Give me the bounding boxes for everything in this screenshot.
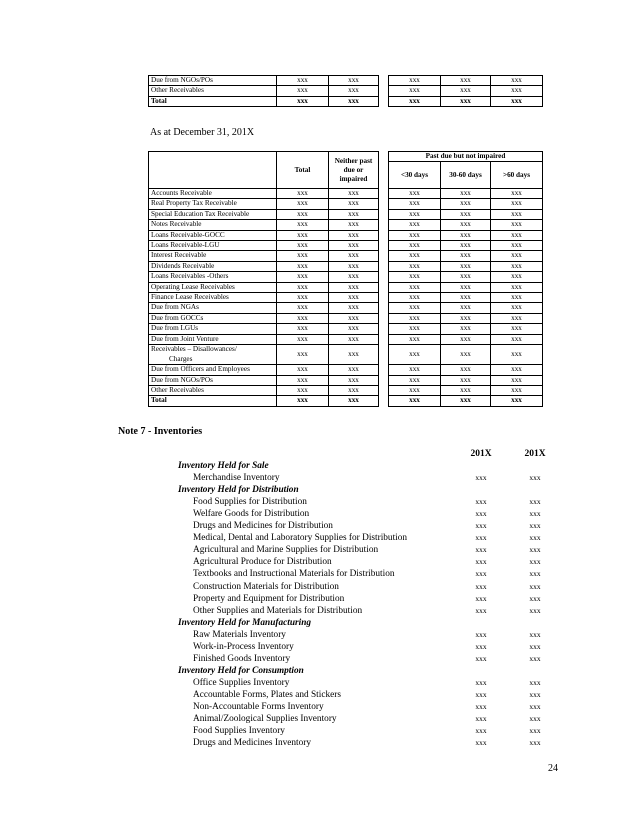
row-label: Total [149,96,277,106]
header-lt30: <30 days [389,162,441,189]
row-label-line-1: Receivables – Disallowances/ [151,345,237,354]
gap-cell [379,396,389,406]
item-label: Medical, Dental and Laboratory Supplies for Distribution [193,533,408,544]
item-value-v1: xxx [475,738,487,748]
value-cell: xxx [491,272,543,282]
inventories-header-row [0,448,638,460]
value-cell: xxx [277,345,329,365]
table-row [149,272,543,282]
gap-cell [379,375,389,385]
value-cell: xxx [277,230,329,240]
table-row [149,230,543,240]
value-cell: xxx [491,345,543,365]
header-neither: Neither past due or impaired [329,152,379,189]
inventory-item-row [0,532,638,544]
inventory-item-row [0,581,638,593]
value-cell: xxx [491,86,543,96]
table-row [149,313,543,323]
item-label: Raw Materials Inventory [193,629,286,640]
value-cell: xxx [491,251,543,261]
row-label: Other Receivables [149,86,277,96]
value-cell: xxx [389,396,441,406]
value-cell: xxx [389,334,441,344]
value-cell: xxx [277,334,329,344]
gap-cell [379,365,389,375]
value-cell: xxx [389,189,441,199]
value-cell: xxx [277,199,329,209]
value-cell: xxx [277,76,329,86]
header-gt60: >60 days [491,162,543,189]
value-cell: xxx [491,261,543,271]
value-cell: xxx [389,324,441,334]
value-cell: xxx [389,251,441,261]
inventory-item-row [0,629,638,641]
value-cell: xxx [277,293,329,303]
value-cell: xxx [441,396,491,406]
value-cell: xxx [491,220,543,230]
section-heading: Inventory Held for Sale [178,461,269,472]
gap-cell [379,86,389,96]
item-value-v1: xxx [475,726,487,736]
value-cell: xxx [491,76,543,86]
value-cell: xxx [389,241,441,251]
value-cell: xxx [491,241,543,251]
value-cell: xxx [491,313,543,323]
value-cell: xxx [389,293,441,303]
value-cell: xxx [491,96,543,106]
gap-cell [379,199,389,209]
value-cell: xxx [277,209,329,219]
row-label: Interest Receivable [149,251,277,261]
inventory-item-row [0,689,638,701]
item-value-v1: xxx [475,701,487,711]
value-cell: xxx [491,324,543,334]
value-cell: xxx [491,385,543,395]
row-label: Due from LGUs [149,324,277,334]
item-value-v2: xxx [529,726,541,736]
value-cell: xxx [441,385,491,395]
section-heading: Inventory Held for Distribution [178,485,299,496]
value-cell: xxx [441,199,491,209]
value-cell: xxx [277,396,329,406]
table-row [149,86,543,96]
item-value-v2: xxx [529,533,541,543]
item-label: Textbooks and Instructional Materials for Distribution [193,569,395,580]
gap-cell [379,345,389,365]
row-label [149,345,277,365]
table-row [149,251,543,261]
item-value-v1: xxx [475,629,487,639]
value-cell: xxx [441,365,491,375]
row-label: Loans Receivable-GOCC [149,230,277,240]
receivables-table-continued [148,75,543,107]
row-label: Due from NGOs/POs [149,76,277,86]
item-value-v2: xxx [529,738,541,748]
value-cell: xxx [277,96,329,106]
item-label: Drugs and Medicines for Distribution [193,521,333,532]
table-row [149,324,543,334]
row-label: Operating Lease Receivables [149,282,277,292]
value-cell: xxx [441,251,491,261]
value-cell: xxx [441,76,491,86]
item-value-v1: xxx [475,653,487,663]
item-label: Work-in-Process Inventory [193,641,294,652]
item-label: Accountable Forms, Plates and Stickers [193,689,341,700]
gap-cell [379,334,389,344]
inventory-item-row [0,641,638,653]
row-label: Loans Receivable-LGU [149,241,277,251]
table-row [149,334,543,344]
value-cell: xxx [389,96,441,106]
value-cell: xxx [329,375,379,385]
table-row [149,375,543,385]
item-label: Agricultural and Marine Supplies for Distribution [193,545,379,556]
item-value-v2: xxx [529,545,541,555]
gap-cell [379,324,389,334]
value-cell: xxx [491,396,543,406]
value-cell: xxx [441,220,491,230]
value-cell: xxx [441,334,491,344]
page-number: 24 [548,763,558,774]
value-cell: xxx [441,375,491,385]
value-cell: xxx [389,272,441,282]
note-7-title: Note 7 - Inventories [118,426,203,437]
item-value-v1: xxx [475,473,487,483]
value-cell: xxx [277,282,329,292]
item-value-v1: xxx [475,545,487,555]
value-cell: xxx [389,209,441,219]
value-cell: xxx [389,261,441,271]
value-cell: xxx [329,272,379,282]
value-cell: xxx [441,303,491,313]
value-cell: xxx [491,293,543,303]
table-row [149,209,543,219]
gap-cell [379,189,389,199]
item-label: Non-Accountable Forms Inventory [193,701,324,712]
item-value-v1: xxx [475,521,487,531]
value-cell: xxx [441,209,491,219]
row-label: Total [149,396,277,406]
row-label: Other Receivables [149,385,277,395]
gap-cell [379,293,389,303]
item-value-v1: xxx [475,509,487,519]
value-cell: xxx [277,385,329,395]
gap-cell [379,76,389,86]
value-cell: xxx [277,220,329,230]
inventory-item-row [0,593,638,605]
row-label: Real Property Tax Receivable [149,199,277,209]
value-cell: xxx [329,76,379,86]
item-value-v1: xxx [475,677,487,687]
inventory-item-row [0,653,638,665]
item-value-v1: xxx [475,605,487,615]
value-cell: xxx [329,282,379,292]
row-label: Due from GOCCs [149,313,277,323]
row-label: Notes Receivable [149,220,277,230]
value-cell: xxx [441,241,491,251]
item-value-v2: xxx [529,677,541,687]
value-cell: xxx [277,365,329,375]
item-value-v1: xxx [475,581,487,591]
value-cell: xxx [277,261,329,271]
value-cell: xxx [389,220,441,230]
value-cell: xxx [329,396,379,406]
value-cell: xxx [441,86,491,96]
gap-cell [379,96,389,106]
inventory-section-row [0,665,638,677]
item-value-v1: xxx [475,557,487,567]
value-cell: xxx [441,96,491,106]
item-value-v2: xxx [529,629,541,639]
value-cell: xxx [329,189,379,199]
item-value-v2: xxx [529,473,541,483]
value-cell: xxx [441,293,491,303]
item-label: Food Supplies for Distribution [193,497,307,508]
value-cell: xxx [491,230,543,240]
item-label: Agricultural Produce for Distribution [193,557,332,568]
value-cell: xxx [277,303,329,313]
section-heading: Inventory Held for Manufacturing [178,617,312,628]
value-cell: xxx [441,324,491,334]
item-label: Animal/Zoological Supplies Inventory [193,714,337,725]
gap-cell [379,261,389,271]
value-cell: xxx [441,313,491,323]
table-row [149,345,543,365]
value-cell: xxx [389,313,441,323]
inventory-item-row [0,556,638,568]
value-cell: xxx [277,86,329,96]
receivables-aging-table [148,151,543,407]
gap-cell [379,251,389,261]
item-value-v2: xxx [529,581,541,591]
table-row [149,220,543,230]
value-cell: xxx [389,230,441,240]
table-row [149,241,543,251]
gap-cell [379,230,389,240]
value-cell: xxx [329,365,379,375]
row-label-line-2: Charges [169,354,193,363]
inventory-item-row [0,677,638,689]
row-label: Due from NGOs/POs [149,375,277,385]
value-cell: xxx [441,261,491,271]
header-label-blank [149,152,277,189]
value-cell: xxx [277,189,329,199]
item-value-v2: xxx [529,605,541,615]
section-heading: Inventory Held for Consumption [178,665,304,676]
inventories-list [0,448,638,749]
value-cell: xxx [277,313,329,323]
value-cell: xxx [329,209,379,219]
value-cell: xxx [491,365,543,375]
value-cell: xxx [389,282,441,292]
value-cell: xxx [441,272,491,282]
gap-cell [379,282,389,292]
item-value-v2: xxx [529,557,541,567]
value-cell: xxx [277,272,329,282]
gap-cell [379,313,389,323]
value-cell: xxx [491,334,543,344]
row-label: Due from NGAs [149,303,277,313]
item-value-v1: xxx [475,641,487,651]
inventory-item-row [0,472,638,484]
inventory-item-row [0,701,638,713]
table-row [149,76,543,86]
item-value-v2: xxx [529,497,541,507]
inventory-item-row [0,508,638,520]
item-label: Property and Equipment for Distribution [193,593,345,604]
header-30-60: 30-60 days [441,162,491,189]
item-value-v1: xxx [475,533,487,543]
item-label: Office Supplies Inventory [193,677,290,688]
value-cell: xxx [329,96,379,106]
inventory-item-row [0,544,638,556]
value-cell: xxx [329,293,379,303]
gap-cell [379,241,389,251]
item-value-v2: xxx [529,714,541,724]
value-cell: xxx [329,385,379,395]
value-cell: xxx [389,385,441,395]
item-value-v2: xxx [529,653,541,663]
item-value-v1: xxx [475,689,487,699]
item-label: Other Supplies and Materials for Distribution [193,605,363,616]
item-label: Construction Materials for Distribution [193,581,339,592]
item-value-v2: xxx [529,509,541,519]
gap-cell [379,303,389,313]
table-row [149,396,543,406]
value-cell: xxx [329,303,379,313]
value-cell: xxx [329,261,379,271]
row-label: Special Education Tax Receivable [149,209,277,219]
value-cell: xxx [389,345,441,365]
value-cell: xxx [329,334,379,344]
item-label: Welfare Goods for Distribution [193,509,310,520]
value-cell: xxx [491,199,543,209]
value-cell: xxx [329,86,379,96]
row-label: Accounts Receivable [149,189,277,199]
gap-cell [379,209,389,219]
value-cell: xxx [329,241,379,251]
table-row [149,365,543,375]
table-row [149,293,543,303]
item-label: Food Supplies Inventory [193,726,285,737]
header-gap [379,152,389,189]
value-cell: xxx [389,365,441,375]
table-row [149,96,543,106]
value-cell: xxx [329,324,379,334]
value-cell: xxx [491,303,543,313]
value-cell: xxx [491,189,543,199]
item-value-v2: xxx [529,569,541,579]
row-label: Loans Receivables -Others [149,272,277,282]
item-value-v2: xxx [529,689,541,699]
row-label: Due from Officers and Employees [149,365,277,375]
inventory-section-row [0,484,638,496]
year-col-1: 201X [470,449,492,459]
value-cell: xxx [329,199,379,209]
value-cell: xxx [329,345,379,365]
inventory-item-row [0,568,638,580]
value-cell: xxx [389,86,441,96]
header-past-due: Past due but not impaired [389,152,543,162]
item-value-v2: xxx [529,593,541,603]
value-cell: xxx [491,209,543,219]
table-row [149,385,543,395]
inventory-item-row [0,713,638,725]
item-value-v1: xxx [475,497,487,507]
gap-cell [379,385,389,395]
value-cell: xxx [441,345,491,365]
value-cell: xxx [441,230,491,240]
value-cell: xxx [329,313,379,323]
year-col-2: 201X [524,449,546,459]
item-label: Finished Goods Inventory [193,653,291,664]
row-label: Finance Lease Receivables [149,293,277,303]
inventory-item-row [0,605,638,617]
item-value-v2: xxx [529,521,541,531]
value-cell: xxx [277,241,329,251]
value-cell: xxx [329,251,379,261]
table-row [149,282,543,292]
table-row [149,303,543,313]
item-value-v1: xxx [475,593,487,603]
inventory-item-row [0,496,638,508]
value-cell: xxx [277,375,329,385]
value-cell: xxx [329,230,379,240]
value-cell: xxx [389,199,441,209]
inventory-section-row [0,460,638,472]
gap-cell [379,220,389,230]
inventory-item-row [0,725,638,737]
value-cell: xxx [389,375,441,385]
item-value-v2: xxx [529,641,541,651]
inventory-item-row [0,737,638,749]
as-at-date-caption: As at December 31, 201X [150,127,255,138]
item-value-v1: xxx [475,714,487,724]
item-label: Merchandise Inventory [193,473,280,484]
value-cell: xxx [389,76,441,86]
value-cell: xxx [389,303,441,313]
item-label: Drugs and Medicines Inventory [193,738,311,749]
row-label: Dividends Receivable [149,261,277,271]
value-cell: xxx [277,251,329,261]
value-cell: xxx [491,282,543,292]
gap-cell [379,272,389,282]
table-row [149,261,543,271]
item-value-v2: xxx [529,701,541,711]
value-cell: xxx [441,282,491,292]
table-row [149,199,543,209]
value-cell: xxx [491,375,543,385]
row-label: Due from Joint Venture [149,334,277,344]
inventory-item-row [0,520,638,532]
header-total: Total [277,152,329,189]
value-cell: xxx [329,220,379,230]
table-row [149,189,543,199]
item-value-v1: xxx [475,569,487,579]
value-cell: xxx [277,324,329,334]
value-cell: xxx [441,189,491,199]
inventory-section-row [0,617,638,629]
